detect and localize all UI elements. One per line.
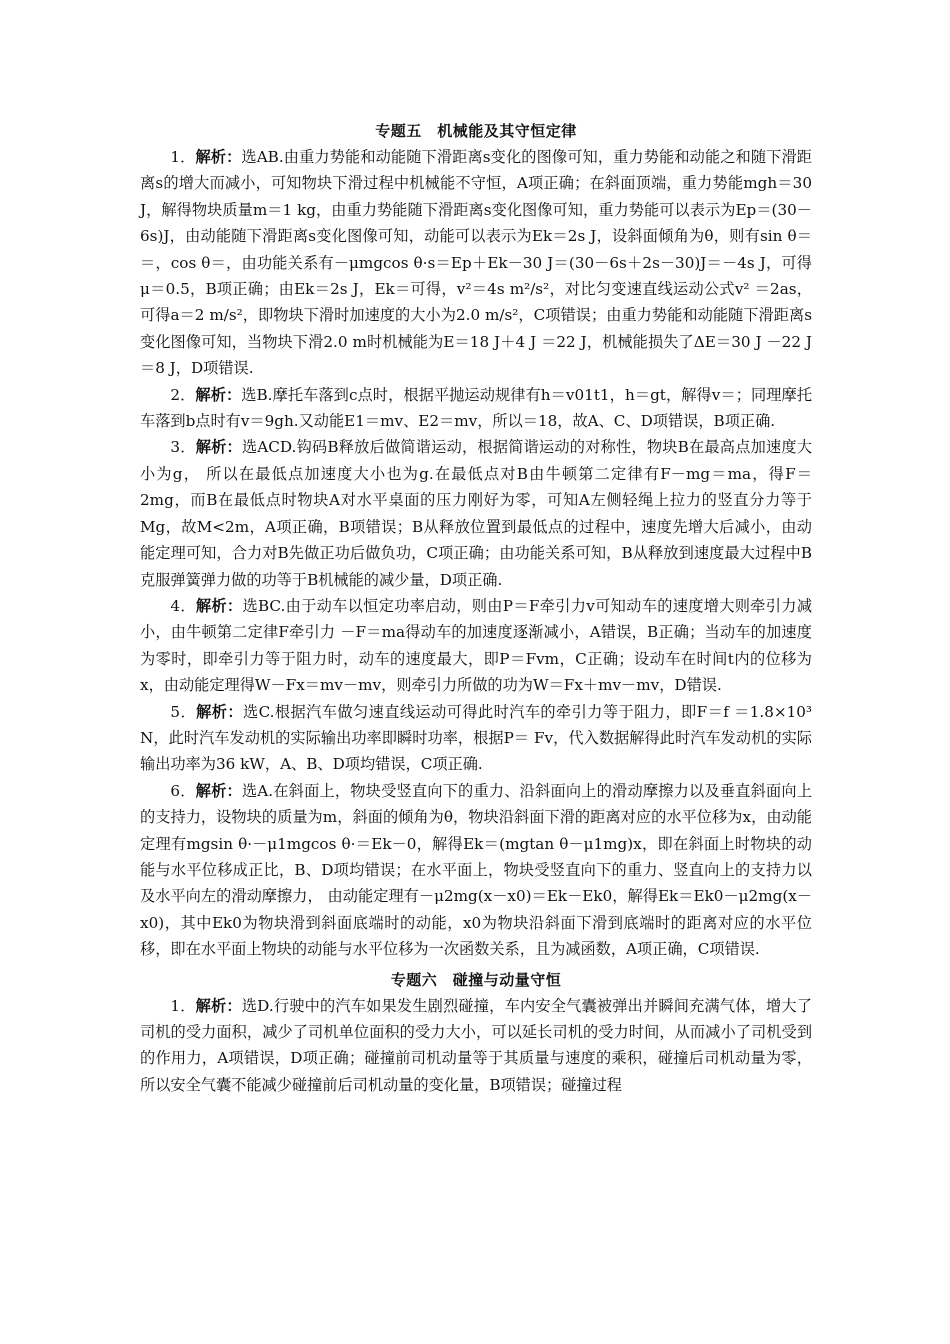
item-number: 6． [170,781,196,800]
item-label: 解析： [195,148,242,166]
item-label: 解析： [195,996,242,1015]
item-text: 选B.摩托车落到c点时，根据平抛运动规律有h＝v01t1，h＝gt，解得v＝；同理摩托车落到b点时有v＝9gh.又动能E1＝mv、E2＝mv，所以＝18，故A、C、D项错误，B项正确. [140,385,813,431]
item-text: 选AB.由重力势能和动能随下滑距离s变化的图像可知，重力势能和动能之和随下滑距离s的增大而减小，可知物块下滑过程中机械能不守恒，A项正确；在斜面顶端，重力势能mgh＝30 J，解得物块质量m＝1 kg，由重力势能随下滑距离s变化图像可知，重力势能可以表示为Ep＝(30－6s)J，由动能随下滑距离s变化图像可知，动能可以表示为Ek＝2s J，设斜面倾角为θ，则有sin θ＝＝，cos θ＝，由功能关系有－μmgcos θ·s＝Ep＋Ek－30 J＝(30－6s＋2s－30)J＝－4s J，可得μ＝0.5，B项正确；由Ek＝2s J，Ek＝可得，v²＝4s m²/s²，对比匀变速直线运动公式v² ＝2as，可得a＝2 m/s²，即物块下滑时加速度的大小为2.0 m/s²，C项错误；由重力势能和动能随下滑距离s变化图像可知，当物块下滑2.0 m时机械能为E＝18 J＋4 J ＝22 J，机械能损失了ΔE＝30 J －22 J＝8 J，D项错误. [140,148,812,378]
item-number: 1． [170,996,196,1015]
item-number: 1． [170,148,196,166]
item-label: 解析： [195,781,242,800]
answer-item [140,778,812,963]
answer-item [140,144,812,382]
section-5 [140,118,812,963]
answer-item [140,382,812,435]
answer-item [140,699,812,778]
item-number: 5． [170,702,197,721]
item-number: 3． [170,438,196,457]
answer-item [140,993,812,1099]
item-text: 选D.行驶中的汽车如果发生剧烈碰撞，车内安全气囊被弹出并瞬间充满气体，增大了司机的受力面积，减少了司机单位面积的受力大小，可以延长司机的受力时间，从而减小了司机受到的作用力，A项错误，D项正确；碰撞前司机动量等于其质量与速度的乘积，碰撞后司机动量为零，所以安全气囊不能减少碰撞前后司机动量的变化量，B项错误；碰撞过程 [140,996,813,1094]
item-label: 解析： [195,596,243,615]
section-title: 专题六 碰撞与动量守恒 [390,970,562,989]
section-title: 专题五 机械能及其守恒定律 [375,122,577,140]
item-label: 解析： [196,702,243,721]
item-text: 选BC.由于动车以恒定功率启动，则由P＝F牵引力v可知动车的速度增大则牵引力减小，由牛顿第二定律F牵引力 －F＝ma得动车的加速度逐渐减小，A错误，B正确；当动车的加速度为零时，即牵引力等于阻力时，动车的速度最大，即P＝Fvm，C正确；设动车在时间t内的位移为x，由动能定理得W－Fx＝mv－mv，则牵引力所做的功为W＝Fx＋mv－mv，D错误. [140,596,812,695]
item-text: 选ACD.钩码B释放后做简谐运动，根据简谐运动的对称性，物块B在最高点加速度大小为g， 所以在最低点加速度大小也为g.在最低点对B由牛顿第二定律有F－mg＝ma，得F＝2mg，而B在最低点时物块A对水平桌面的压力刚好为零，可知A左侧轻绳上拉力的竖直分力等于Mg，故M<2m，A项正确，B项错误；B从释放位置到最低点的过程中，速度先增大后减小，由动能定理可知，合力对B先做正功后做负功，C项正确；由功能关系可知，B从释放到速度最大过程中B克服弹簧弹力做的功等于B机械能的减少量，D项正确. [140,438,813,589]
item-number: 4． [170,596,196,615]
item-label: 解析： [195,385,242,404]
item-number: 2． [170,385,196,404]
item-label: 解析： [195,438,242,457]
item-text: 选C.根据汽车做匀速直线运动可得此时汽车的牵引力等于阻力，即F＝f ＝1.8×10³ N，此时汽车发动机的实际输出功率即瞬时功率，根据P＝ Fv，代入数据解得此时汽车发动机的实际输出功率为36 kW，A、B、D项均错误，C项正确. [140,702,812,774]
answer-item [140,593,812,699]
answer-item [140,434,812,592]
section-6 [140,967,812,1099]
item-text: 选A.在斜面上，物块受竖直向下的重力、沿斜面向上的滑动摩擦力以及垂直斜面向上的支持力，设物块的质量为m，斜面的倾角为θ，物块沿斜面下滑的距离对应的水平位移为x，由动能定理有mgsin θ·－μ1mgcos θ·＝Ek－0，解得Ek＝(mgtan θ－μ1mg)x，即在斜面上时物块的动能与水平位移成正比，B、D项均错误；在水平面上，物块受竖直向下的重力、竖直向上的支持力以及水平向左的滑动摩擦力， 由动能定理有－μ2mg(x－x0)＝Ek－Ek0，解得Ek＝Ek0－μ2mg(x－x0)，其中Ek0为物块滑到斜面底端时的动能，x0为物块沿斜面下滑到底端时的距离对应的水平位移，即在水平面上物块的动能与水平位移为一次函数关系，且为减函数，A项正确，C项错误. [140,781,813,959]
